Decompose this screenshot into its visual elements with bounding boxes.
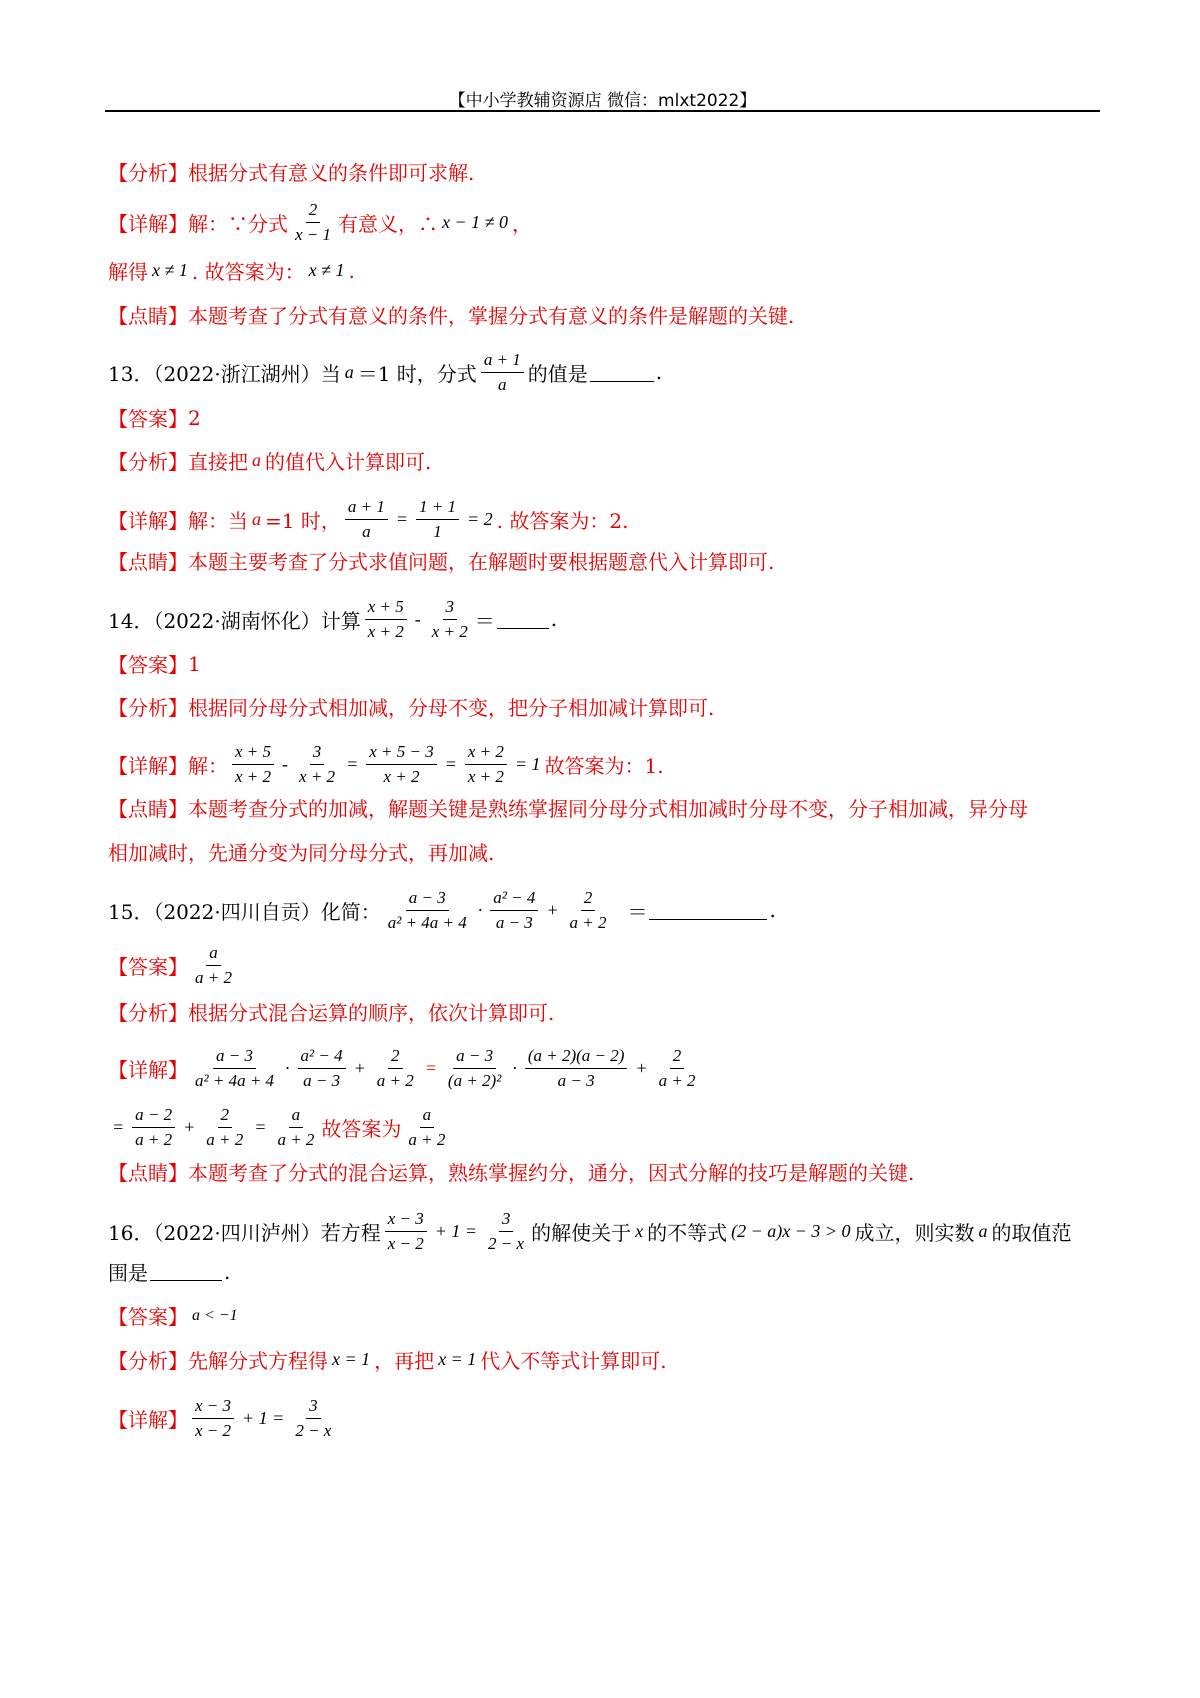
comment-tag: 【点睛】: [108, 304, 188, 328]
q12-solution: [108, 256, 1098, 285]
q12-comment: [108, 300, 1098, 329]
math-var: x: [635, 1220, 644, 1241]
answer-tag: 【答案】: [108, 407, 188, 431]
comment-tag: 【点睛】: [108, 1161, 188, 1185]
math-eq: =: [346, 753, 359, 774]
answer-value: 1: [188, 651, 201, 676]
fraction: $\frac{2}{a + 2}$: [206, 1105, 244, 1149]
q13-answer: [108, 403, 1098, 432]
analysis-tag: 【分析】: [108, 161, 188, 185]
analysis-text: 根据分式有意义的条件即可求解.: [188, 161, 475, 185]
q16-analysis: [108, 1345, 1098, 1374]
detail-tag: 【详解】: [108, 1057, 188, 1082]
fraction: $\frac{2}{x - 1}$: [295, 200, 332, 244]
detail-tag: 【详解】: [108, 211, 188, 236]
detail-text: 故答案为: [321, 1116, 402, 1141]
fraction: $\frac{(a + 2)(a - 2)}{a - 3}$: [525, 1046, 628, 1090]
math-expr: x − 1 ≠ 0: [442, 211, 509, 232]
fraction: $\frac{\text{a² − 4}}{a - 3}$: [490, 888, 538, 932]
q13-stem: 13．（2022·浙江湖州）当 a ＝1 时，分式 $\frac{a + 1}{a}$ 的值是 .: [108, 350, 663, 394]
detail-text: =1 时，: [265, 508, 341, 533]
fraction: $\frac{3}{x + 2}$: [299, 742, 336, 786]
math-op: +: [353, 1057, 366, 1078]
fraction: $\frac{x + 5 - 3}{x + 2}$: [366, 742, 437, 786]
q15-detail-1: [108, 1046, 1098, 1090]
detail-text: 故答案为：1.: [544, 753, 664, 778]
q12-detail: [108, 200, 1098, 244]
answer-value: a < −1: [192, 1306, 238, 1324]
fraction: $\frac{3}{x + 2}$: [431, 597, 468, 641]
q15-answer: [108, 943, 1098, 987]
q15-stem: 15．（2022·四川自贡）化简： $\frac{a - 3}{\text{a² + 4a + 4}}$ · $\frac{\text{a² − 4}}{a - 3}$ + $\frac{2}{a + 2}$ ＝ .: [108, 888, 776, 932]
fraction: $\frac{a}{a + 2}$: [195, 943, 232, 987]
math-var: a: [252, 450, 261, 470]
stem-text: 15．（2022·四川自贡）化简：: [108, 899, 381, 924]
stem-text: ＝1 时，分式: [357, 361, 477, 386]
detail-tag: 【详解】: [108, 753, 188, 778]
fraction: $\frac{a + 1}{a}$: [481, 350, 524, 394]
math-op: + 1 =: [434, 1220, 478, 1241]
fraction: $\frac{a + 1}{a}$: [345, 497, 388, 541]
punct: ，: [512, 211, 533, 236]
stem-text: 围是: [108, 1261, 148, 1285]
math-expr: x = 1: [438, 1349, 477, 1369]
answer-blank: [150, 1262, 222, 1281]
math-op: -: [414, 608, 421, 629]
math-op: ·: [285, 1057, 290, 1078]
math-op: ·: [512, 1057, 517, 1078]
math-expr: x ≠ 1: [308, 260, 345, 280]
answer-value: 2: [188, 405, 201, 430]
q15-analysis: [108, 997, 1098, 1026]
stem-text: 16．（2022·四川泸州）若方程: [108, 1220, 381, 1245]
math-var: a: [252, 508, 261, 529]
math-eq: = 2: [466, 508, 493, 529]
fraction: $\frac{x - 3}{x - 2}$: [385, 1209, 427, 1253]
q13-comment: [108, 546, 1098, 575]
fraction: $\frac{\text{a² − 4}}{a - 3}$: [298, 1046, 346, 1090]
analysis-tag: 【分析】: [108, 1349, 188, 1373]
math-expr: x ≠ 1: [152, 260, 188, 280]
math-eq: = 1: [514, 753, 541, 774]
q16-answer: [108, 1301, 1098, 1330]
comment-text: 本题考查了分式有意义的条件，掌握分式有意义的条件是解题的关键.: [188, 304, 795, 328]
analysis-text: 根据分式混合运算的顺序，依次计算即可.: [188, 1001, 555, 1025]
fraction: $\frac{a - 3}{\text{(a + 2)²}}$: [447, 1046, 502, 1090]
q14-comment-1: [108, 793, 1098, 822]
analysis-text: ，再把: [374, 1349, 435, 1373]
stem-text: 的取值范: [991, 1220, 1072, 1245]
solution-text: . 故答案为：: [191, 260, 305, 284]
answer-tag: 【答案】: [108, 653, 188, 677]
math-eq: =: [112, 1116, 125, 1137]
math-op: -: [282, 753, 289, 774]
fraction: $\frac{x - 3}{x - 2}$: [192, 1396, 234, 1440]
q16-stem-1: [108, 1209, 1098, 1253]
analysis-text: 的值代入计算即可.: [265, 450, 432, 474]
stem-text: 的不等式: [647, 1220, 728, 1245]
fraction: $\frac{x + 5}{x + 2}$: [365, 597, 407, 641]
answer-tag: 【答案】: [108, 954, 188, 979]
math-op: + 1 =: [242, 1407, 285, 1428]
q13-analysis: [108, 446, 1098, 475]
math-eq: =: [395, 508, 408, 529]
comment-text: 本题考查分式的加减，解题关键是熟练掌握同分母分式相加减时分母不变，分子相加减，异分母: [188, 797, 1028, 821]
q16-detail: [108, 1396, 1098, 1440]
stem-text: ＝: [474, 608, 495, 633]
comment-tag: 【点睛】: [108, 550, 188, 574]
stem-text: ＝: [627, 899, 648, 924]
fraction: $\frac{2}{a + 2}$: [658, 1046, 696, 1090]
answer-blank: [497, 610, 549, 629]
fraction: $\frac{1 + 1}{1}$: [416, 497, 459, 541]
fraction: $\frac{a - 2}{a + 2}$: [132, 1105, 175, 1149]
math-op: +: [635, 1057, 648, 1078]
q15-detail-2: [108, 1105, 1098, 1149]
detail-text: 解：∵分式: [188, 211, 288, 236]
analysis-text: 先解分式方程得: [188, 1349, 328, 1373]
comment-text: 本题主要考查了分式求值问题，在解题时要根据题意代入计算即可.: [188, 550, 775, 574]
math-eq: =: [254, 1116, 267, 1137]
analysis-text: 直接把: [188, 450, 248, 474]
detail-text: 解：: [188, 753, 228, 778]
analysis-tag: 【分析】: [108, 1001, 188, 1025]
punct: .: [348, 258, 355, 283]
comment-tag: 【点睛】: [108, 797, 188, 821]
answer-tag: 【答案】: [108, 1305, 188, 1329]
math-expr: x = 1: [332, 1349, 371, 1369]
math-op: ·: [477, 899, 483, 920]
analysis-tag: 【分析】: [108, 450, 188, 474]
fraction: $\frac{a}{a + 2}$: [408, 1105, 446, 1149]
fraction: $\frac{x + 2}{x + 2}$: [465, 742, 507, 786]
detail-tag: 【详解】: [108, 1407, 188, 1432]
fraction: $\frac{a}{a + 2}$: [277, 1105, 315, 1149]
math-eq: =: [444, 753, 457, 774]
stem-text: 的值是: [527, 361, 588, 386]
q12-analysis: [108, 157, 1098, 186]
fraction: $\frac{2}{a + 2}$: [376, 1046, 414, 1090]
fraction: $\frac{3}{2 - x}$: [295, 1396, 332, 1440]
analysis-tag: 【分析】: [108, 696, 188, 720]
fraction: $\frac{a - 3}{\text{a² + 4a + 4}}$: [387, 888, 467, 932]
q13-detail: [108, 497, 1098, 541]
q16-stem-2: 围是 .: [108, 1257, 1098, 1286]
q14-detail: [108, 742, 1098, 786]
math-var: a: [344, 361, 354, 382]
detail-text: 解：当: [188, 508, 248, 533]
header-rule: [105, 110, 1100, 112]
stem-text: 成立，则实数: [854, 1220, 975, 1245]
q14-comment-2: [108, 837, 1098, 866]
stem-text: 13．（2022·浙江湖州）当: [108, 361, 341, 386]
fraction: $\frac{a - 3}{\text{a² + 4a + 4}}$: [195, 1046, 275, 1090]
comment-text: 本题考查了分式的混合运算，熟练掌握约分，通分，因式分解的技巧是解题的关键.: [188, 1161, 915, 1185]
answer-blank: [649, 901, 767, 920]
comment-text: 相加减时，先通分变为同分母分式，再加减.: [108, 841, 495, 865]
fraction: $\frac{x + 5}{x + 2}$: [232, 742, 274, 786]
math-var: a: [978, 1220, 988, 1241]
math-op: +: [546, 899, 559, 920]
page-header: 【中小学教辅资源店 微信：mlxt2022】: [448, 91, 757, 111]
stem-text: 的解使关于: [531, 1220, 632, 1245]
stem-text: 14．（2022·湖南怀化）计算: [108, 608, 361, 633]
fraction: $\frac{2}{a + 2}$: [569, 888, 607, 932]
q14-analysis: [108, 692, 1098, 721]
fraction: $\frac{3}{2 - x}$: [488, 1209, 525, 1253]
analysis-text: 代入不等式计算即可.: [480, 1349, 667, 1373]
q14-answer: [108, 649, 1098, 678]
answer-blank: [590, 363, 654, 382]
detail-tag: 【详解】: [108, 508, 188, 533]
math-op: +: [183, 1116, 196, 1137]
solution-text: 解得: [108, 260, 148, 284]
analysis-text: 根据同分母分式相加减，分母不变，把分子相加减计算即可.: [188, 696, 715, 720]
math-eq: =: [424, 1057, 437, 1078]
detail-text: . 故答案为：2.: [496, 508, 629, 533]
math-expr: (2 − a)x − 3 > 0: [731, 1220, 851, 1241]
q15-comment: [108, 1157, 1098, 1186]
detail-text: 有意义，∴: [338, 211, 439, 236]
q14-stem: 14．（2022·湖南怀化）计算 $\frac{x + 5}{x + 2}$ - $\frac{3}{x + 2}$ ＝ .: [108, 597, 558, 641]
